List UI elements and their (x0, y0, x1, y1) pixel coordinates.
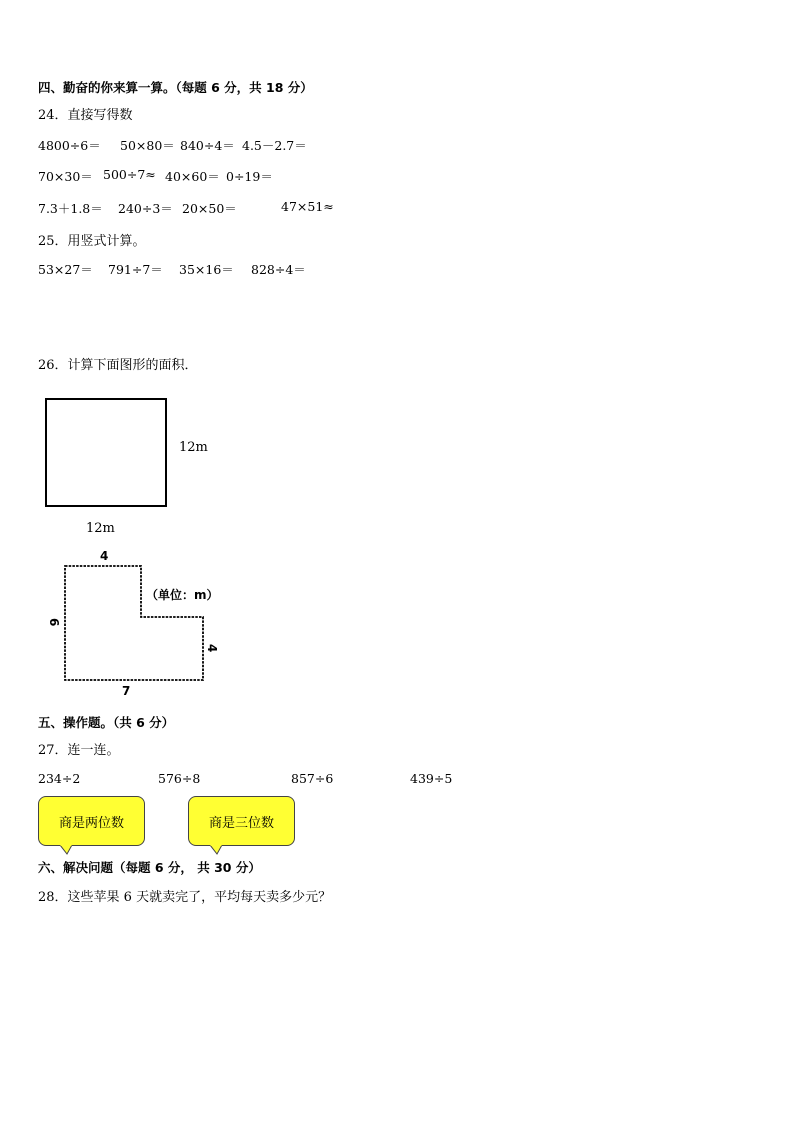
expr-24-2-2: 500÷7≈ (103, 167, 156, 182)
square-figure (45, 398, 167, 507)
bubble-three-digit[interactable] (188, 796, 295, 846)
l-shape-bottom-label: 7 (122, 684, 131, 698)
question-25-label: 25．用竖式计算。 (38, 234, 146, 249)
expr-24-2-3: 40×60＝ (165, 169, 220, 184)
expr-24-1-2: 50×80＝ (120, 138, 175, 153)
bubble-three-digit-label: 商是三位数 (208, 815, 274, 831)
expr-24-3-1: 7.3＋1.8＝ (38, 201, 103, 216)
square-bottom-label: 12m (86, 521, 115, 536)
connect-item-2[interactable]: 576÷8 (158, 771, 201, 786)
expr-25-1: 53×27＝ (38, 262, 93, 277)
l-shape-right-label: 4 (205, 644, 219, 653)
question-24-label: 24．直接写得数 (38, 108, 133, 123)
expr-24-2-4: 0÷19＝ (226, 169, 273, 184)
connect-item-1[interactable]: 234÷2 (38, 771, 81, 786)
bubble-two-digit-label: 商是两位数 (58, 815, 124, 831)
connect-item-3[interactable]: 857÷6 (291, 771, 334, 786)
l-shape-outline (65, 566, 203, 680)
bubble-two-digit[interactable] (38, 796, 145, 846)
expr-24-3-2: 240÷3＝ (118, 201, 173, 216)
l-shape-top-label: 4 (100, 549, 109, 563)
expr-24-1-4: 4.5－2.7＝ (242, 138, 307, 153)
l-shape-figure (40, 548, 240, 700)
bubble-three-digit-tail (210, 845, 224, 855)
expr-24-2-1: 70×30＝ (38, 169, 93, 184)
question-26-label: 26．计算下面图形的面积． (38, 358, 198, 373)
square-side-label: 12m (179, 440, 208, 455)
l-shape-left-label: 6 (47, 618, 61, 627)
bubble-two-digit-tail (60, 845, 74, 855)
connect-item-4[interactable]: 439÷5 (410, 771, 453, 786)
section-4-title: 四、勤奋的你来算一算。（每题 6 分，共 18 分） (38, 80, 313, 95)
section-6-title: 六、解决问题（每题 6 分， 共 30 分） (38, 860, 261, 875)
expr-25-4: 828÷4＝ (251, 262, 306, 277)
expr-24-3-3: 20×50＝ (182, 201, 237, 216)
expr-25-2: 791÷7＝ (108, 262, 163, 277)
question-28-label: 28．这些苹果 6 天就卖完了，平均每天卖多少元？ (38, 890, 332, 905)
l-shape-unit-label: （单位：m） (146, 588, 219, 602)
expr-24-1-1: 4800÷6＝ (38, 138, 101, 153)
section-5-title: 五、操作题。（共 6 分） (38, 715, 175, 730)
expr-25-3: 35×16＝ (179, 262, 234, 277)
expr-24-3-4: 47×51≈ (281, 199, 334, 214)
expr-24-1-3: 840÷4＝ (180, 138, 235, 153)
question-27-label: 27．连一连。 (38, 743, 120, 758)
